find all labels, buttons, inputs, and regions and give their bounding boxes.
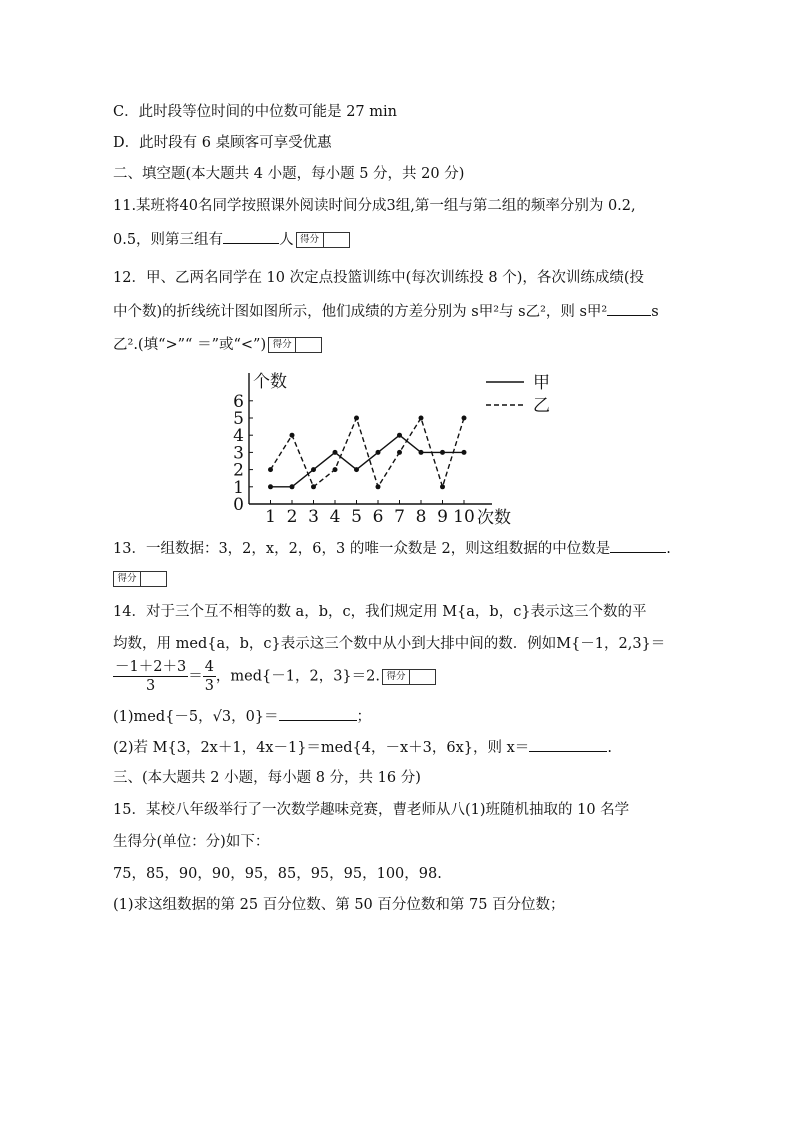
q13-line <box>113 538 671 559</box>
q14-line-1: 14．对于三个互不相等的数 a，b，c，我们规定用 M{a，b，c}表示这三个数的平 <box>113 604 647 620</box>
data-point-甲 <box>462 450 467 455</box>
line-chart <box>230 365 560 530</box>
y-tick-label: 2 <box>233 460 244 481</box>
score-box[interactable] <box>113 571 167 587</box>
y-tick-label: 6 <box>233 391 244 412</box>
y-tick-label: 1 <box>233 477 244 498</box>
data-point-甲 <box>333 450 338 455</box>
score-box-label: 得分 <box>114 572 141 586</box>
x-tick-label: 2 <box>286 507 298 527</box>
x-tick-label: 1 <box>265 507 276 527</box>
score-box[interactable] <box>296 232 350 248</box>
q14-part-2-blank[interactable] <box>529 737 607 752</box>
x-tick-label: 7 <box>394 507 405 527</box>
fraction <box>113 658 188 695</box>
y-tick-label: 0 <box>233 495 244 515</box>
score-box-label: 得分 <box>383 670 410 684</box>
data-point-乙 <box>419 416 424 421</box>
x-tick-label: 9 <box>437 507 448 527</box>
q14-part-1-blank[interactable] <box>279 706 357 721</box>
q12-line-3 <box>113 335 322 355</box>
legend-label: 乙 <box>533 396 550 416</box>
data-point-乙 <box>290 433 295 438</box>
legend-label: 甲 <box>533 373 550 393</box>
data-point-甲 <box>268 484 273 489</box>
q11-unit: 人 <box>279 232 294 248</box>
section-3-heading: 三、(本大题共 2 小题，每小题 8 分，共 16 分) <box>113 770 421 786</box>
q14-part-2-end: . <box>607 740 612 756</box>
q15-line-1: 15．某校八年级举行了一次数学趣味竞赛，曹老师从八(1)班随机抽取的 10 名学 <box>113 802 630 818</box>
data-point-乙 <box>462 416 467 421</box>
fraction <box>203 658 216 695</box>
data-point-甲 <box>419 450 424 455</box>
x-axis-label: 次数 <box>477 508 511 528</box>
section-2-heading: 二、填空题(本大题共 4 小题，每小题 5 分，共 20 分) <box>113 166 465 182</box>
data-point-乙 <box>268 467 273 472</box>
data-point-甲 <box>311 467 316 472</box>
y-tick-label: 4 <box>233 426 244 447</box>
q15-data: 75，85，90，90，95，85，95，95，100，98. <box>113 866 442 882</box>
data-point-乙 <box>397 450 402 455</box>
q11-line-2 <box>113 229 350 250</box>
data-point-甲 <box>376 450 381 455</box>
equals-sign: ＝ <box>188 668 203 685</box>
q12-fill-hint: 乙².(填“>”“ ＝”或“<”) <box>113 337 267 353</box>
q13-answer-blank[interactable] <box>610 538 666 553</box>
q14-part-1 <box>113 706 371 727</box>
q13-text-end: . <box>666 541 671 557</box>
data-point-甲 <box>290 484 295 489</box>
q15-line-2: 生得分(单位：分)如下： <box>113 834 270 850</box>
fraction-denominator: 3 <box>204 678 214 694</box>
q14-part-2-text: (2)若 M{3，2x＋1，4x－1}＝med{4，－x＋3，6x}，则 x＝ <box>113 740 530 756</box>
y-axis-label: 个数 <box>253 372 287 392</box>
score-box-label: 得分 <box>297 233 324 247</box>
x-tick-label: 4 <box>329 507 341 527</box>
x-tick-label: 8 <box>415 507 427 527</box>
q12-text: 中个数)的折线统计图如图所示，他们成绩的方差分别为 s甲²与 s乙²，则 s甲² <box>113 304 608 320</box>
score-box-label: 得分 <box>269 338 296 352</box>
q13-score-line <box>113 569 167 589</box>
x-tick-label: 5 <box>351 507 362 527</box>
q11-answer-blank[interactable] <box>223 229 279 244</box>
q14-part-2 <box>113 737 612 758</box>
y-tick-label: 5 <box>233 409 244 429</box>
q14-part-1-text: (1)med{－5，√3，0}＝ <box>113 709 279 725</box>
data-point-甲 <box>440 450 445 455</box>
data-point-乙 <box>376 484 381 489</box>
data-point-乙 <box>311 484 316 489</box>
q11-text: 0.5，则第三组有 <box>113 232 224 248</box>
q12-line-2 <box>113 301 659 322</box>
data-point-甲 <box>354 467 359 472</box>
q12-line-1: 12．甲、乙两名同学在 10 次定点投篮训练中(每次训练投 8 个)，各次训练成绩(投 <box>113 270 645 286</box>
option-d: D．此时段有 6 桌顾客可享受优惠 <box>113 135 332 151</box>
option-c: C．此时段等位时间的中位数可能是 27 min <box>113 104 397 120</box>
x-tick-label: 3 <box>308 507 319 527</box>
q13-text: 13．一组数据：3，2，x，2，6，3 的唯一众数是 2，则这组数据的中位数是 <box>113 541 611 557</box>
q14-example-text: ，med{－1，2，3}＝2. <box>215 668 380 685</box>
q14-line-3 <box>113 658 436 695</box>
fraction-numerator: －1＋2＋3 <box>115 659 187 675</box>
data-point-乙 <box>440 484 445 489</box>
x-tick-label: 10 <box>453 507 475 527</box>
data-point-甲 <box>397 433 402 438</box>
score-box[interactable] <box>382 669 436 685</box>
data-point-乙 <box>354 416 359 421</box>
data-point-乙 <box>333 467 338 472</box>
x-tick-label: 6 <box>372 507 384 527</box>
q14-part-1-end: ； <box>356 709 372 725</box>
fraction-numerator: 4 <box>204 659 214 675</box>
q12-answer-blank[interactable] <box>607 301 651 316</box>
fraction-denominator: 3 <box>145 678 156 694</box>
q15-part-1: (1)求这组数据的第 25 百分位数、第 50 百分位数和第 75 百分位数； <box>113 897 565 913</box>
q12-text-end: s <box>651 304 659 320</box>
y-tick-label: 3 <box>233 443 244 464</box>
q14-line-2: 均数，用 med{a，b，c}表示这三个数中从小到大排中间的数．例如M{－1，2,3}＝ <box>113 636 666 652</box>
score-box[interactable] <box>268 337 322 353</box>
q11-line-1: 11.某班将40名同学按照课外阅读时间分成3组,第一组与第二组的频率分别为 0.2, <box>113 198 636 214</box>
